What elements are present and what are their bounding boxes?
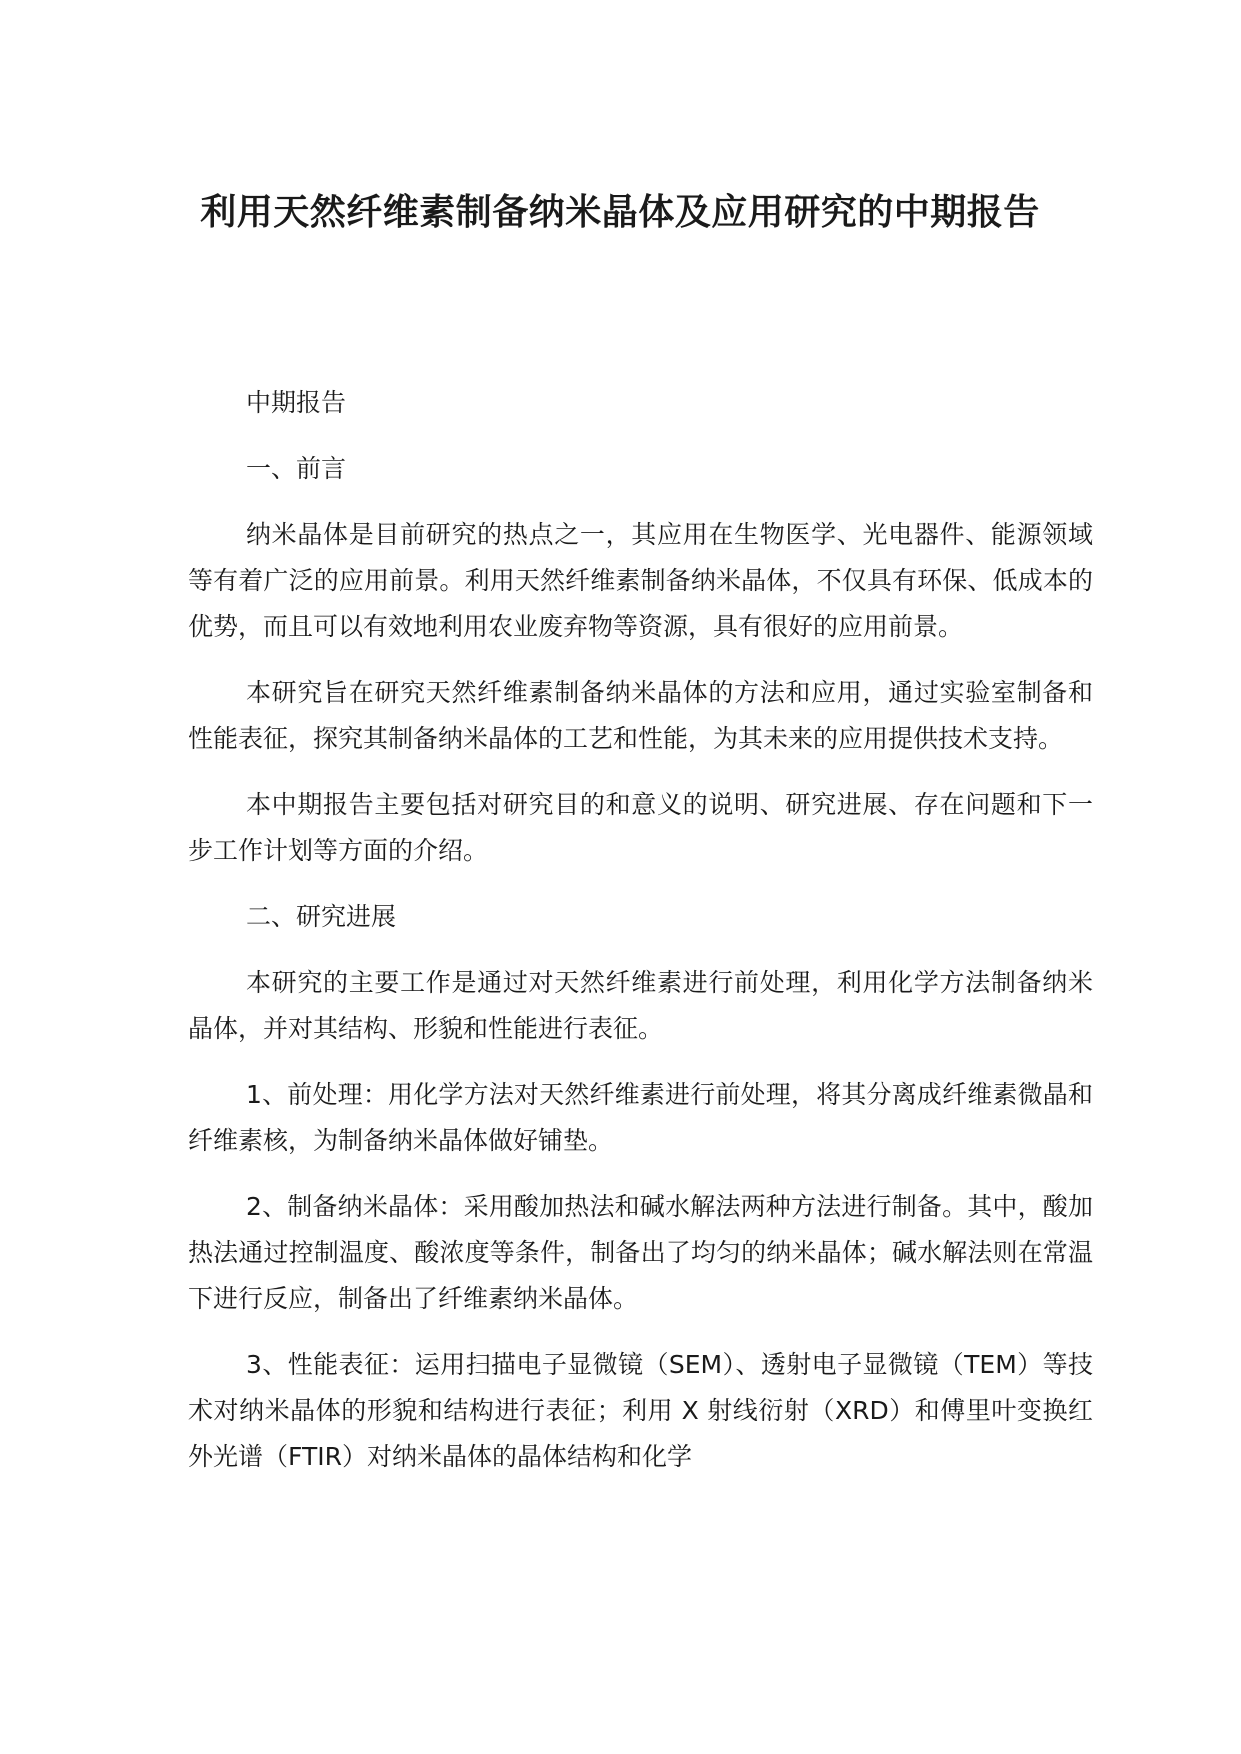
paragraph: 3、性能表征：运用扫描电子显微镜（SEM）、透射电子显微镜（TEM）等技术对纳米晶体的形貌和结构进行表征；利用 X 射线衍射（XRD）和傅里叶变换红外光谱（FTIR）对纳米晶体的晶体结构和化学 [188,1350,1093,1471]
paragraph: 本研究的主要工作是通过对天然纤维素进行前处理，利用化学方法制备纳米晶体，并对其结构、形貌和性能进行表征。 [188,968,1093,1043]
document-body [188,380,1093,1500]
section-label: 中期报告 [246,388,347,417]
paragraph: 纳米晶体是目前研究的热点之一，其应用在生物医学、光电器件、能源领域等有着广泛的应用前景。利用天然纤维素制备纳米晶体，不仅具有环保、低成本的优势，而且可以有效地利用农业废弃物等资源，具有很好的应用前景。 [188,520,1093,641]
paragraph: 本研究旨在研究天然纤维素制备纳米晶体的方法和应用，通过实验室制备和性能表征，探究其制备纳米晶体的工艺和性能，为其未来的应用提供技术支持。 [188,678,1093,753]
section-heading: 二、研究进展 [246,902,397,931]
section-heading: 一、前言 [246,454,347,483]
paragraph: 本中期报告主要包括对研究目的和意义的说明、研究进展、存在问题和下一步工作计划等方面的介绍。 [188,790,1093,865]
paragraph: 1、前处理：用化学方法对天然纤维素进行前处理，将其分离成纤维素微晶和纤维素核，为制备纳米晶体做好铺垫。 [188,1080,1093,1155]
paragraph: 2、制备纳米晶体：采用酸加热法和碱水解法两种方法进行制备。其中，酸加热法通过控制温度、酸浓度等条件，制备出了均匀的纳米晶体；碱水解法则在常温下进行反应，制备出了纤维素纳米晶体。 [188,1192,1093,1313]
document-title: 利用天然纤维素制备纳米晶体及应用研究的中期报告 [200,192,1040,233]
